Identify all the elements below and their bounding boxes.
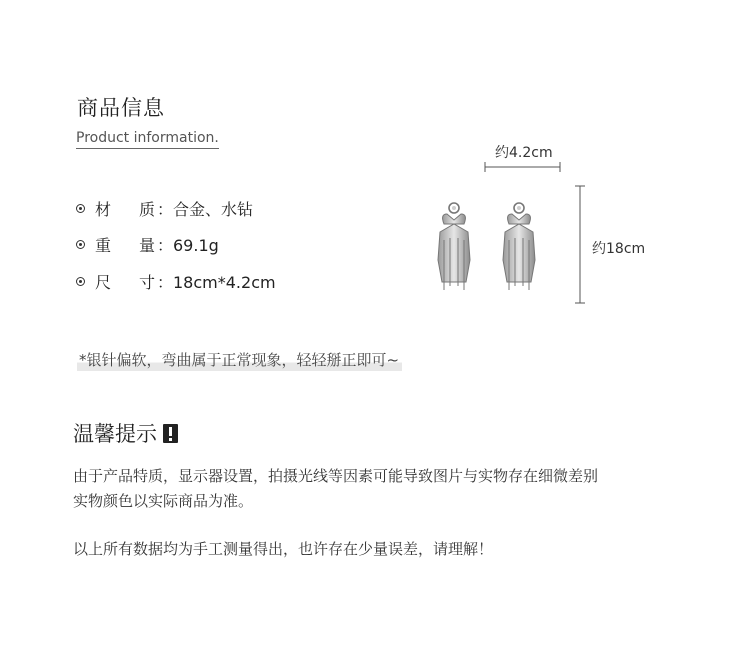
spec-label: 材质 xyxy=(95,199,155,219)
page-subtitle: Product information. xyxy=(76,130,219,149)
height-dimension-label: 约18cm xyxy=(592,241,646,257)
earring-pair-illustration xyxy=(430,140,670,310)
spec-row-weight xyxy=(76,232,219,256)
tips-title: 温馨提示 xyxy=(73,422,157,446)
spec-value: ：69.1g xyxy=(157,235,219,255)
exclamation-icon xyxy=(163,424,178,443)
spec-label: 重量 xyxy=(95,235,155,255)
spec-row-size xyxy=(76,269,276,293)
width-dimension-label: 约4.2cm xyxy=(495,145,553,161)
spec-row-material xyxy=(76,196,253,220)
spec-label: 尺寸 xyxy=(95,272,155,292)
care-note: *银针偏软，弯曲属于正常现象，轻轻掰正即可~ xyxy=(77,349,402,371)
spec-value: ：合金、水钻 xyxy=(157,199,254,219)
tips-heading xyxy=(73,418,178,448)
spec-value: ：18cm*4.2cm xyxy=(157,272,276,292)
bullet-icon xyxy=(76,277,85,286)
page-title: 商品信息 xyxy=(77,96,165,120)
tips-paragraph-line: 由于产品特质，显示器设置，拍摄光线等因素可能导致图片与实物存在细微差别 xyxy=(73,467,599,485)
left-earring xyxy=(438,203,470,290)
right-earring xyxy=(503,203,535,290)
bullet-icon xyxy=(76,204,85,213)
tips-paragraph-disclaimer: 以上所有数据均为手工测量得出，也许存在少量误差，请理解！ xyxy=(73,540,494,558)
earring-figure xyxy=(430,140,670,310)
tips-paragraph-line: 实物颜色以实际商品为准。 xyxy=(73,492,254,510)
bullet-icon xyxy=(76,240,85,249)
